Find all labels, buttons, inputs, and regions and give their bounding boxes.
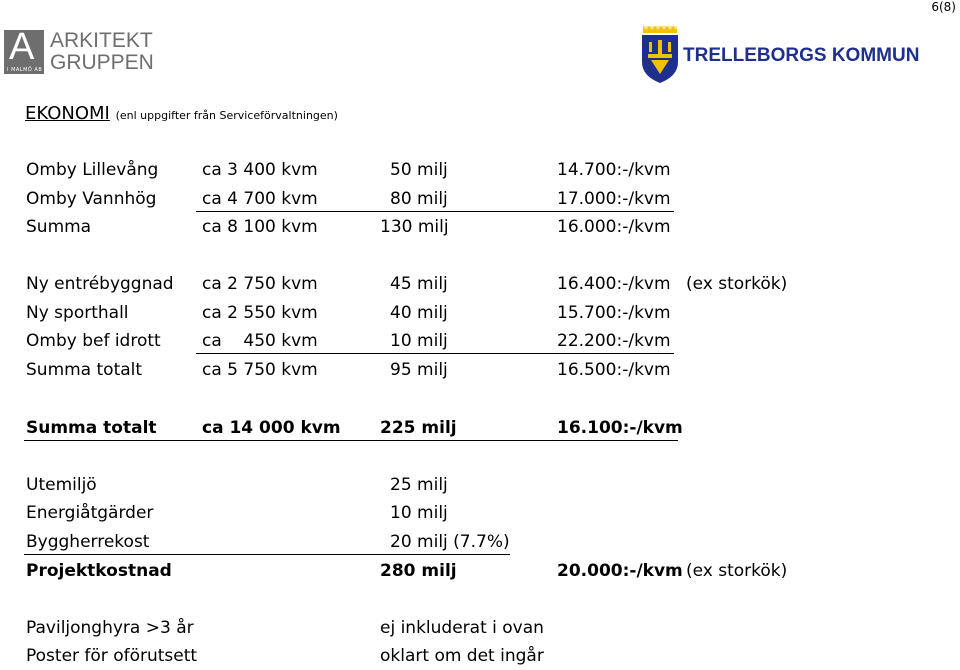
logo-wordmark: [50, 30, 154, 74]
table-row: [0, 360, 960, 384]
underline: [24, 554, 510, 555]
logo-line-2: GRUPPEN: [50, 51, 154, 74]
table-row: [0, 618, 960, 642]
table-row: [0, 189, 960, 213]
section-heading: [25, 103, 338, 124]
row-name: Ny sporthall: [26, 303, 129, 323]
table-row: [0, 532, 960, 556]
row-area: ca 8 100 kvm: [202, 217, 318, 237]
table-row: [0, 503, 960, 527]
row-name: Omby bef idrott: [26, 331, 161, 351]
table-row: [0, 331, 960, 355]
row-cost: 40 milj: [390, 303, 448, 323]
trelleborgs-kommun-logo: [640, 26, 930, 86]
table-row: [0, 274, 960, 298]
table-row: [0, 217, 960, 241]
row-per-kvm: 16.000:-/kvm: [557, 217, 671, 237]
logo-box: [4, 26, 44, 74]
row-per-kvm: 16.400:-/kvm: [557, 274, 671, 294]
row-name: Byggherrekost: [26, 532, 150, 552]
row-name: Summa: [26, 217, 92, 237]
row-per-kvm: 14.700:-/kvm: [557, 160, 671, 180]
row-cost: 10 milj: [390, 503, 448, 523]
row-cost: 50 milj: [390, 160, 448, 180]
underline: [24, 440, 678, 441]
row-name: Energiåtgärder: [26, 503, 154, 523]
table-row: [0, 561, 960, 585]
row-area: ca 3 400 kvm: [202, 160, 318, 180]
row-area: ca 4 700 kvm: [202, 189, 318, 209]
table-row: [0, 418, 960, 442]
row-per-kvm: 16.500:-/kvm: [557, 360, 671, 380]
logo-line-1: ARKITEKT: [50, 29, 153, 52]
row-area: ca 5 750 kvm: [202, 360, 318, 380]
heading-note: (enl uppgifter från Serviceförvaltningen): [115, 109, 338, 122]
page-number: 6(8): [931, 0, 956, 14]
row-cost: 45 milj: [390, 274, 448, 294]
row-area: ca 14 000 kvm: [202, 418, 341, 438]
table-row: [0, 646, 960, 670]
row-cost: 20 milj (7.7%): [390, 532, 510, 552]
heading-title: EKONOMI: [25, 103, 110, 124]
row-per-kvm: 15.700:-/kvm: [557, 303, 671, 323]
row-cost: oklart om det ingår: [380, 646, 544, 666]
row-cost: 225 milj: [380, 418, 457, 438]
logo-small-text: I MALMÖ AB: [7, 67, 43, 73]
underline: [196, 353, 674, 354]
row-note: (ex storkök): [686, 561, 788, 581]
logo-letter: A: [9, 26, 35, 68]
table-row: [0, 303, 960, 327]
underline: [196, 211, 674, 212]
row-name: Omby Lillevång: [26, 160, 159, 180]
row-name: Summa totalt: [26, 360, 143, 380]
row-area: ca 2 750 kvm: [202, 274, 318, 294]
row-per-kvm: 17.000:-/kvm: [557, 189, 671, 209]
table-row: [0, 475, 960, 499]
coat-of-arms-icon: [640, 26, 680, 84]
row-per-kvm: 16.100:-/kvm: [557, 418, 683, 438]
row-name: Projektkostnad: [26, 561, 172, 581]
row-per-kvm: 20.000:-/kvm: [557, 561, 683, 581]
row-cost: 280 milj: [380, 561, 457, 581]
row-name: Utemiljö: [26, 475, 97, 495]
row-name: Omby Vannhög: [26, 189, 157, 209]
row-cost: 130 milj: [380, 217, 449, 237]
trelleborg-wordmark: TRELLEBORGS KOMMUN: [683, 45, 920, 66]
row-name: Summa totalt: [26, 418, 157, 438]
row-name: Ny entrébyggnad: [26, 274, 174, 294]
row-per-kvm: 22.200:-/kvm: [557, 331, 671, 351]
row-cost: 25 milj: [390, 475, 448, 495]
row-name: Poster för oförutsett: [26, 646, 198, 666]
row-note: (ex storkök): [686, 274, 788, 294]
row-cost: 10 milj: [390, 331, 448, 351]
row-cost: 80 milj: [390, 189, 448, 209]
row-area: ca 2 550 kvm: [202, 303, 318, 323]
table-row: [0, 160, 960, 184]
row-area: ca 450 kvm: [202, 331, 318, 351]
row-cost: ej inkluderat i ovan: [380, 618, 544, 638]
row-name: Paviljonghyra >3 år: [26, 618, 194, 638]
arkitektgruppen-logo: [4, 26, 184, 80]
row-cost: 95 milj: [390, 360, 448, 380]
